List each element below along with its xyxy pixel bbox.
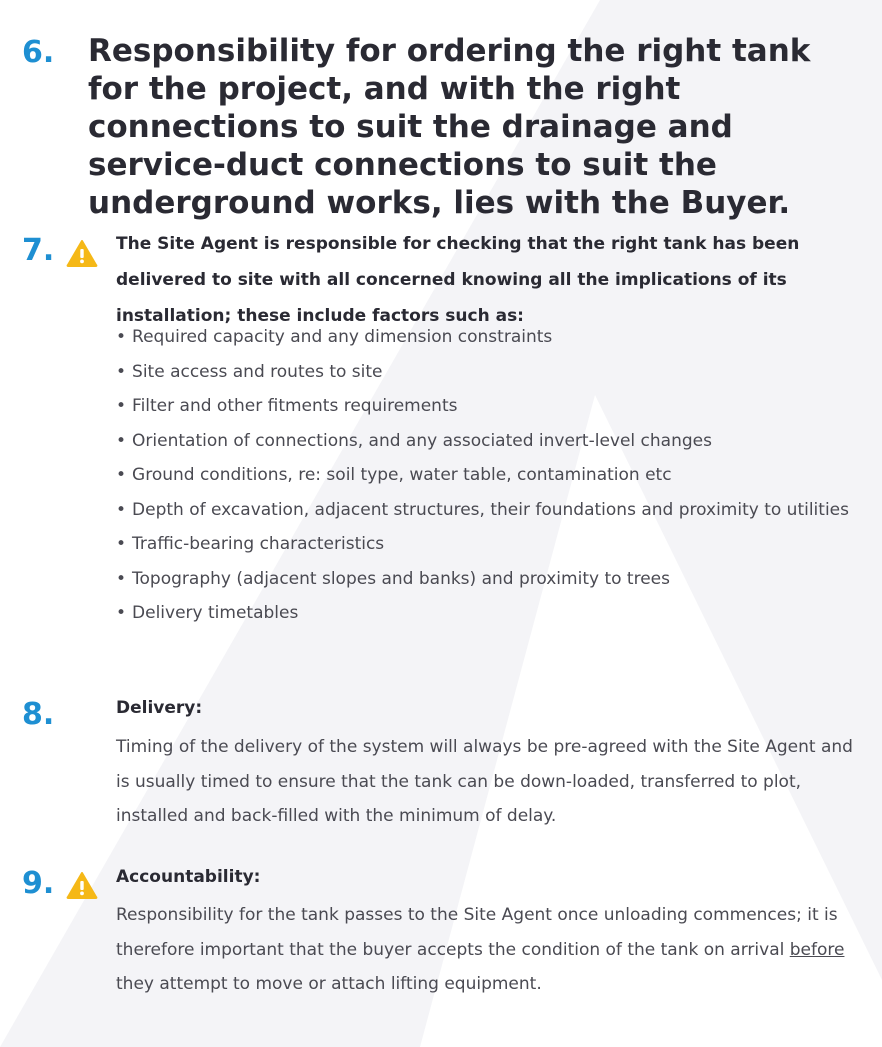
list-item-text: Topography (adjacent slopes and banks) and proximity to trees xyxy=(132,568,670,589)
section-number-6: 6. xyxy=(22,35,55,70)
list-item: • Ground conditions, re: soil type, water table, contamination etc xyxy=(116,465,672,485)
list-item-text: Required capacity and any dimension constraints xyxy=(132,327,553,347)
list-item: • Topography (adjacent slopes and banks) and proximity to trees xyxy=(116,568,670,589)
section-9-body xyxy=(116,898,866,1002)
list-item-text: Delivery timetables xyxy=(132,603,299,623)
list-item-text: Traffic-bearing characteristics xyxy=(132,534,385,554)
warning-icon xyxy=(66,871,98,899)
section-9-title: Accountability: xyxy=(116,867,261,887)
list-item-text: Ground conditions, re: soil type, water table, contamination etc xyxy=(132,465,672,485)
list-item: • Filter and other fitments requirements xyxy=(116,396,458,416)
list-item: • Required capacity and any dimension constraints xyxy=(116,327,553,347)
underlined-word: before xyxy=(789,939,845,960)
list-item: • Depth of excavation, adjacent structures, their foundations and proximity to utilities xyxy=(116,499,849,520)
section-6-heading: Responsibility for ordering the right tank for the project, and with the right connections to suit the drainage and service-duct connections to suit the underground works, lies with the Buyer. xyxy=(88,33,811,221)
factor-list xyxy=(116,320,849,631)
list-item: • Orientation of connections, and any associated invert-level changes xyxy=(116,430,712,451)
section-9-body-part: Responsibility for the tank passes to the Site Agent once unloading commences; it is therefore important that the buyer accepts the condition of the tank on arrival xyxy=(116,905,838,960)
section-8-title: Delivery: xyxy=(116,698,203,718)
list-item-text: Site access and routes to site xyxy=(132,361,383,382)
section-number-7: 7. xyxy=(22,233,55,268)
list-item: • Delivery timetables xyxy=(116,603,299,623)
section-number-8: 8. xyxy=(22,697,55,732)
warning-icon xyxy=(66,239,98,267)
list-item-text: Orientation of connections, and any associated invert-level changes xyxy=(132,430,712,451)
section-7-lead: The Site Agent is responsible for checking that the right tank has been delivered to site with all concerned knowing all the implications of its installation; these include factors such as: xyxy=(116,234,800,326)
section-9-body-part: they attempt to move or attach lifting equipment. xyxy=(116,974,542,994)
list-item-text: Filter and other fitments requirements xyxy=(132,396,458,416)
list-item: • Site access and routes to site xyxy=(116,361,383,382)
section-8-body: Timing of the delivery of the system will always be pre-agreed with the Site Agent and is usually timed to ensure that the tank can be down-loaded, transferred to plot, installed and back-filled with the minimum of delay. xyxy=(116,737,853,826)
list-item: • Traffic-bearing characteristics xyxy=(116,534,385,554)
list-item-text: Depth of excavation, adjacent structures, their foundations and proximity to utilities xyxy=(132,499,849,520)
section-number-9: 9. xyxy=(22,866,55,901)
